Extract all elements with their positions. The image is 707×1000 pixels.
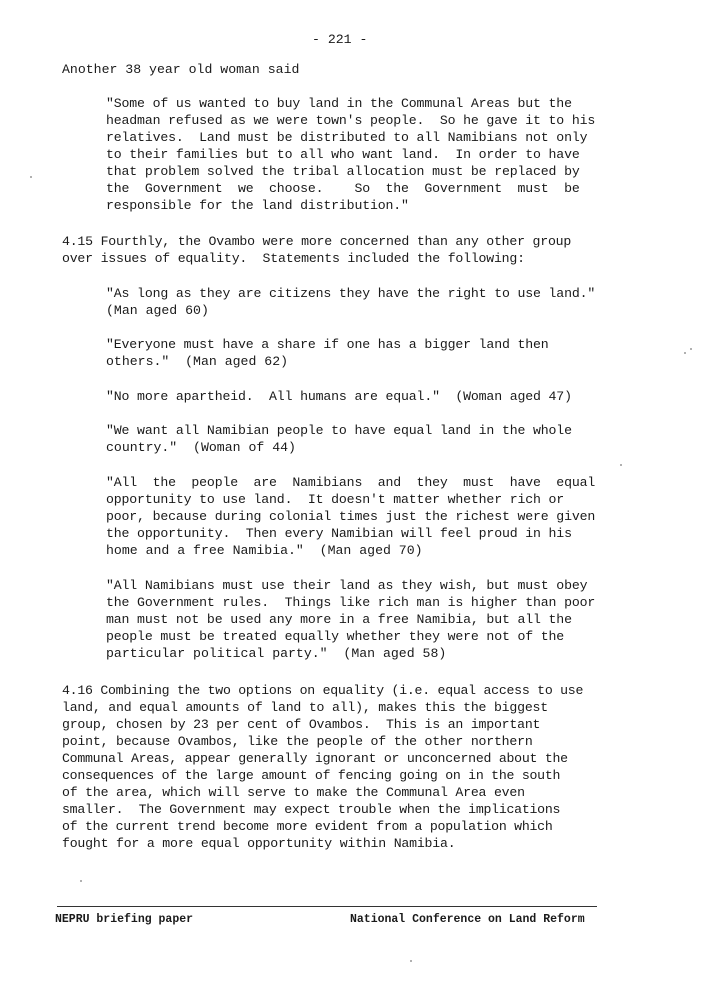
paragraph-line: smaller. The Government may expect trouble when the implications xyxy=(62,802,561,817)
paragraph-line: land, and equal amounts of land to all), makes this the biggest xyxy=(62,700,548,715)
quote-line: (Man aged 60) xyxy=(106,303,209,318)
quote-line: people must be treated equally whether they were not of the xyxy=(106,629,565,644)
scan-speck xyxy=(620,464,622,466)
quote-line: "We want all Namibian people to have equal land in the whole xyxy=(106,423,572,438)
quote-line: "As long as they are citizens they have the right to use land." xyxy=(106,286,596,301)
quote-line: "All Namibians must use their land as they wish, but must obey xyxy=(106,578,588,593)
quote-line: "Some of us wanted to buy land in the Communal Areas but the xyxy=(106,96,572,111)
intro-line: Another 38 year old woman said xyxy=(62,62,300,77)
paragraph-line: point, because Ovambos, like the people of the other northern xyxy=(62,734,533,749)
paragraph-line: Communal Areas, appear generally ignorant or unconcerned about the xyxy=(62,751,568,766)
paragraph-line: 4.15 Fourthly, the Ovambo were more concerned than any other group xyxy=(62,234,572,249)
quote-line: relatives. Land must be distributed to all Namibians not only xyxy=(106,130,588,145)
quote-line: that problem solved the tribal allocation must be replaced by xyxy=(106,164,580,179)
scan-speck xyxy=(690,348,692,350)
paragraph-line: consequences of the large amount of fencing going on in the south xyxy=(62,768,561,783)
paragraph-line: over issues of equality. Statements included the following: xyxy=(62,251,525,266)
quote-line: to their families but to all who want land. In order to have xyxy=(106,147,580,162)
scan-speck xyxy=(410,960,412,962)
quote-line: man must not be used any more in a free Namibia, but all the xyxy=(106,612,572,627)
quote-line: home and a free Namibia." (Man aged 70) xyxy=(106,543,423,558)
quote-line: "No more apartheid. All humans are equal." (Woman aged 47) xyxy=(106,389,572,404)
page-number: - 221 - xyxy=(312,32,368,47)
quote-line: the opportunity. Then every Namibian will feel proud in his xyxy=(106,526,572,541)
scan-speck xyxy=(30,176,32,178)
paragraph-line: fought for a more equal opportunity within Namibia. xyxy=(62,836,456,851)
quote-line: "Everyone must have a share if one has a bigger land then xyxy=(106,337,549,352)
footer-left-text: NEPRU briefing paper xyxy=(55,913,194,926)
quote-line: the Government we choose. So the Government must be xyxy=(106,181,580,196)
quote-line: responsible for the land distribution." xyxy=(106,198,409,213)
quote-line: "All the people are Namibians and they must have equal xyxy=(106,475,596,490)
footer-divider xyxy=(57,906,597,907)
scan-speck xyxy=(80,880,82,882)
paragraph-line: of the area, which will serve to make the Communal Area even xyxy=(62,785,525,800)
quote-line: the Government rules. Things like rich man is higher than poor xyxy=(106,595,596,610)
scan-speck xyxy=(684,352,686,354)
quote-line: country." (Woman of 44) xyxy=(106,440,296,455)
paragraph-line: of the current trend become more evident from a population which xyxy=(62,819,553,834)
paragraph-line: 4.16 Combining the two options on equality (i.e. equal access to use xyxy=(62,683,584,698)
quote-line: headman refused as we were town's people. So he gave it to his xyxy=(106,113,596,128)
quote-line: opportunity to use land. It doesn't matter whether rich or xyxy=(106,492,565,507)
quote-line: others." (Man aged 62) xyxy=(106,354,289,369)
quote-line: poor, because during colonial times just the richest were given xyxy=(106,509,596,524)
paragraph-line: group, chosen by 23 per cent of Ovambos. This is an important xyxy=(62,717,541,732)
quote-line: particular political party." (Man aged 58) xyxy=(106,646,447,661)
footer-right-text: National Conference on Land Reform xyxy=(350,913,585,926)
